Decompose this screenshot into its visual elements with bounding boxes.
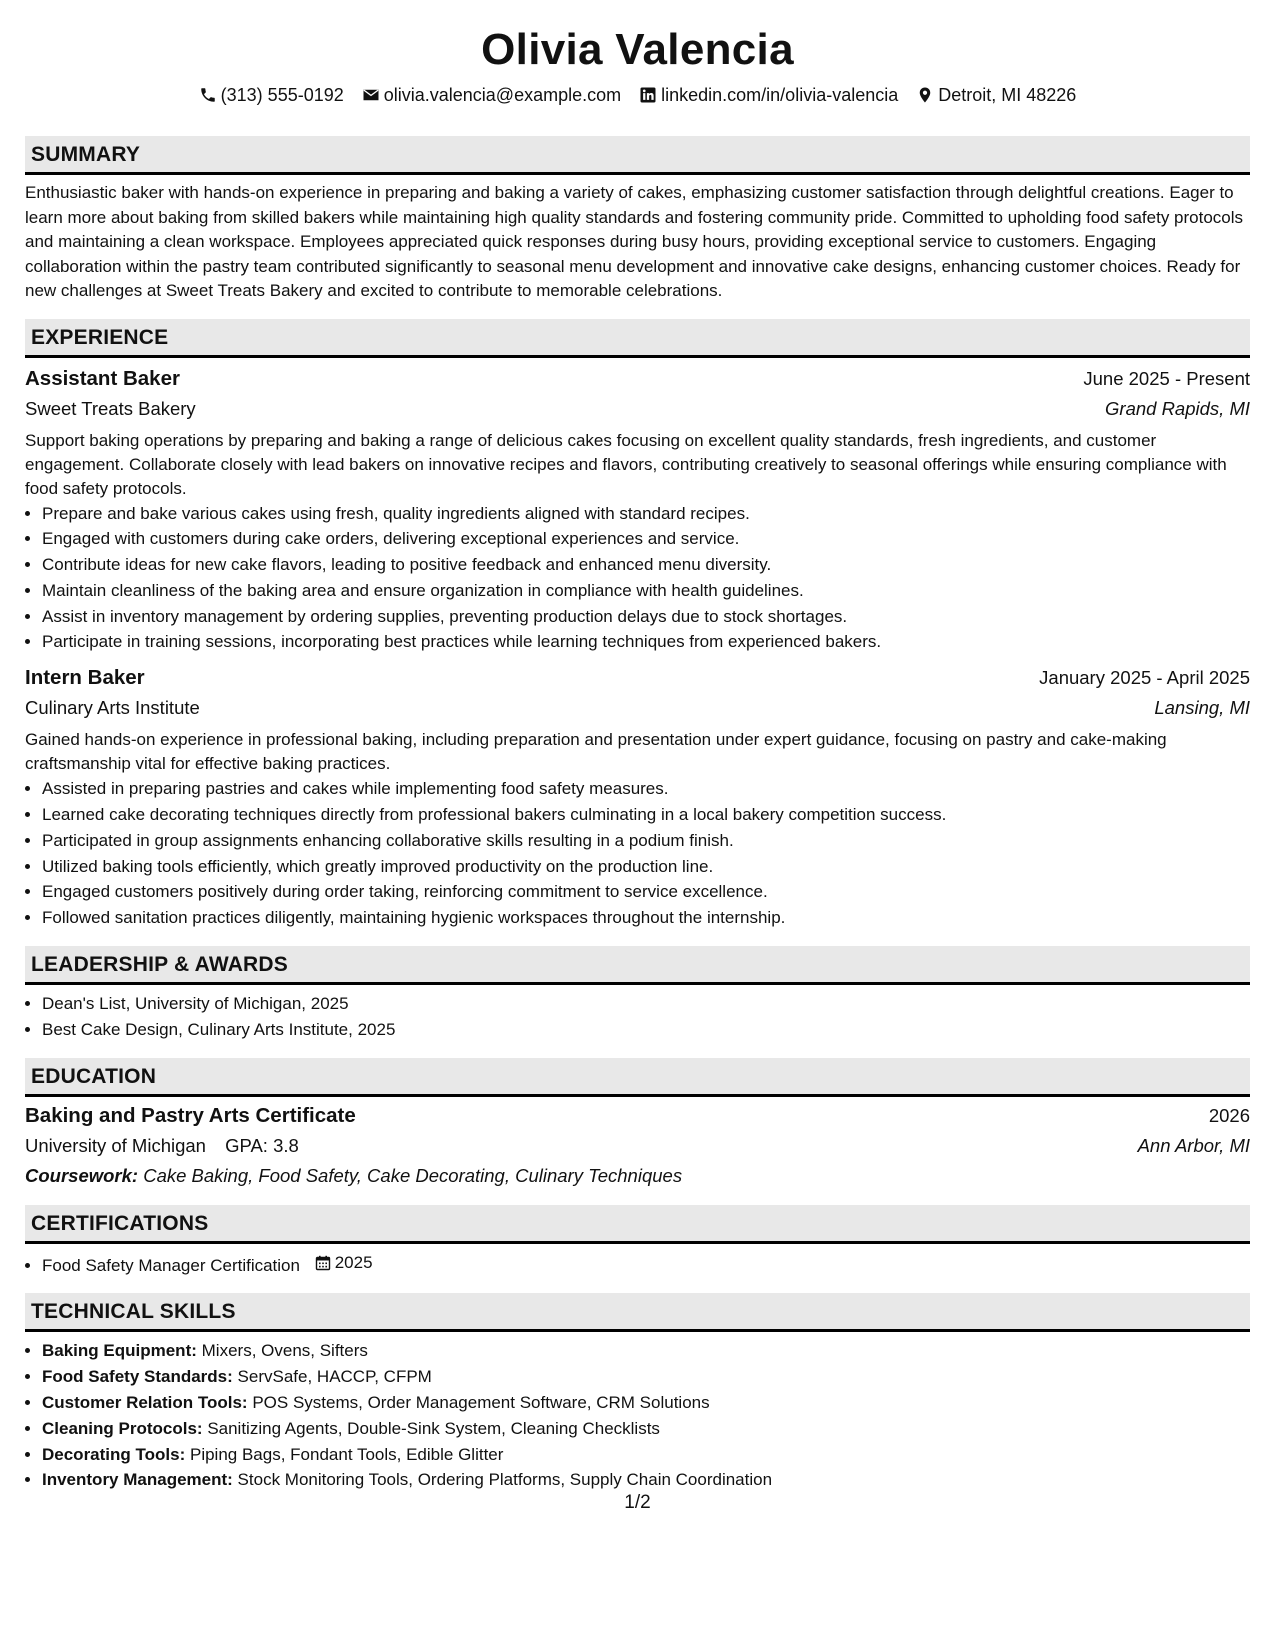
- experience-section: [25, 319, 1250, 932]
- list-item: [42, 1416, 1250, 1442]
- contact-location: [916, 82, 1076, 108]
- phone-icon: [199, 86, 217, 104]
- list-item: • Assist in inventory management by ordering supplies, preventing production delays due to stock shortages.: [42, 604, 1250, 630]
- coursework-label: Coursework:: [25, 1164, 139, 1186]
- job-dates: June 2025 - Present: [1083, 367, 1250, 389]
- skill-value: Mixers, Ovens, Sifters: [201, 1341, 368, 1361]
- skill-label: Inventory Management:: [42, 1470, 233, 1490]
- contact-email[interactable]: [362, 82, 621, 108]
- list-item: • Utilized baking tools efficiently, which greatly improved productivity on the production line.: [42, 854, 1250, 880]
- calendar-icon: [315, 1255, 331, 1271]
- list-item: [42, 1390, 1250, 1416]
- job-entry: [25, 663, 1250, 931]
- job-company: Sweet Treats Bakery: [25, 397, 196, 419]
- job-description: Gained hands-on experience in professional baking, including preparation and presentation under expert guidance, focusing on pastry and cake-making craftsmanship vital for effective baking practices.: [25, 730, 1167, 774]
- list-item: [42, 1250, 1250, 1279]
- gpa-text: GPA: 3.8: [225, 1134, 299, 1156]
- awards-section: [25, 946, 1250, 1043]
- summary-section: [25, 136, 1250, 304]
- contact-linkedin[interactable]: [639, 82, 898, 108]
- skill-value: ServSafe, HACCP, CFPM: [237, 1367, 432, 1387]
- list-item: • Assisted in preparing pastries and cakes while implementing food safety measures.: [42, 776, 1250, 802]
- list-item: [42, 1467, 1250, 1493]
- map-pin-icon: [916, 86, 934, 104]
- section-heading-skills: TECHNICAL SKILLS: [25, 1293, 1250, 1332]
- linkedin-link[interactable]: linkedin.com/in/olivia-valencia: [661, 85, 899, 105]
- envelope-icon: [362, 86, 380, 104]
- awards-list: [25, 991, 1250, 1043]
- skill-value: Stock Monitoring Tools, Ordering Platforms, Supply Chain Coordination: [237, 1470, 773, 1490]
- section-heading-experience: EXPERIENCE: [25, 319, 1250, 358]
- skill-label: Food Safety Standards:: [42, 1367, 233, 1387]
- phone-text: (313) 555-0192: [220, 85, 344, 105]
- email-link[interactable]: olivia.valencia@example.com: [383, 85, 622, 105]
- list-item: • Contribute ideas for new cake flavors, leading to positive feedback and enhanced menu diversity.: [42, 552, 1250, 578]
- certifications-section: [25, 1205, 1250, 1279]
- job-dates: January 2025 - April 2025: [1039, 667, 1250, 689]
- linkedin-icon: [639, 86, 657, 104]
- certification-year-text: 2025: [334, 1252, 373, 1272]
- certifications-list: [25, 1250, 1250, 1279]
- skill-label: Customer Relation Tools:: [42, 1392, 248, 1412]
- section-heading-certifications: CERTIFICATIONS: [25, 1205, 1250, 1244]
- summary-text: Enthusiastic baker with hands-on experience in preparing and baking a variety of cakes, emphasizing customer satisfaction through delightful creations. Eager to learn more about baking from skilled bakers while maintaining high quality standards and fostering community pride. Committed to upholding food safety protocols and maintaining a clean workspace. Employees appreciated quick responses during busy hours, providing exceptional service to customers. Engaging collaboration within the pastry team contributed significantly to seasonal menu development and innovative cake designs, enhancing customer choices. Ready for new challenges at Sweet Treats Bakery and excited to contribute to memorable celebrations.: [25, 183, 1244, 300]
- list-item: • Participated in group assignments enhancing collaborative skills resulting in a podium finish.: [42, 828, 1250, 854]
- job-bullets: [25, 501, 1250, 656]
- list-item: • Learned cake decorating techniques directly from professional bakers culminating in a local bakery competition success.: [42, 802, 1250, 828]
- contact-phone: [199, 82, 344, 108]
- degree-title: Baking and Pastry Arts Certificate: [25, 1103, 356, 1127]
- location-text: Detroit, MI 48226: [938, 85, 1077, 105]
- list-item: • Engaged customers positively during order taking, reinforcing commitment to service excellence.: [42, 879, 1250, 905]
- skill-label: Cleaning Protocols:: [42, 1418, 203, 1438]
- list-item: [42, 1364, 1250, 1390]
- skill-label: Decorating Tools:: [42, 1444, 186, 1464]
- section-heading-awards: LEADERSHIP & AWARDS: [25, 946, 1250, 985]
- job-company: Culinary Arts Institute: [25, 697, 200, 719]
- coursework: [25, 1161, 1250, 1190]
- skill-value: Sanitizing Agents, Double-Sink System, Cleaning Checklists: [207, 1418, 660, 1438]
- school-location: Ann Arbor, MI: [1137, 1134, 1250, 1156]
- skill-label: Baking Equipment:: [42, 1341, 197, 1361]
- list-item: • Followed sanitation practices diligently, maintaining hygienic workspaces throughout the internship.: [42, 905, 1250, 931]
- list-item: • Dean's List, University of Michigan, 2025: [42, 991, 1250, 1017]
- skills-list: [25, 1338, 1250, 1493]
- skill-value: POS Systems, Order Management Software, CRM Solutions: [252, 1392, 710, 1412]
- skills-section: [25, 1293, 1250, 1493]
- section-heading-education: EDUCATION: [25, 1058, 1250, 1097]
- job-description: Support baking operations by preparing and baking a range of delicious cakes focusing on excellent quality standards, fresh ingredients, and customer engagement. Collaborate closely with lead bakers on innovative recipes and flavors, contributing creatively to seasonal offerings while ensuring compliance with food safety protocols.: [25, 430, 1227, 498]
- list-item: • Participate in training sessions, incorporating best practices while learning techniques from experienced bakers.: [42, 629, 1250, 655]
- education-section: [25, 1058, 1250, 1190]
- list-item: • Prepare and bake various cakes using fresh, quality ingredients aligned with standard recipes.: [42, 501, 1250, 527]
- candidate-name: Olivia Valencia: [481, 25, 794, 74]
- contact-bar: [25, 82, 1250, 108]
- resume-page: [25, 22, 1250, 1493]
- list-item: • Best Cake Design, Culinary Arts Institute, 2025: [42, 1017, 1250, 1043]
- job-title: Intern Baker: [25, 666, 145, 690]
- skill-value: Piping Bags, Fondant Tools, Edible Glitter: [189, 1444, 504, 1464]
- job-title: Assistant Baker: [25, 366, 180, 390]
- certification-year: [315, 1250, 373, 1276]
- certification-name: Food Safety Manager Certification: [42, 1255, 300, 1275]
- job-location: Lansing, MI: [1154, 697, 1250, 719]
- section-heading-summary: SUMMARY: [25, 136, 1250, 175]
- list-item: [42, 1442, 1250, 1468]
- job-entry: [25, 364, 1250, 656]
- school-name: University of Michigan: [25, 1134, 206, 1156]
- job-bullets: [25, 776, 1250, 931]
- job-location: Grand Rapids, MI: [1105, 397, 1250, 419]
- page-number: 1/2: [624, 1492, 651, 1513]
- list-item: • Engaged with customers during cake orders, delivering exceptional experiences and service.: [42, 526, 1250, 552]
- graduation-year: 2026: [1208, 1104, 1250, 1126]
- list-item: [42, 1338, 1250, 1364]
- list-item: • Maintain cleanliness of the baking area and ensure organization in compliance with health guidelines.: [42, 578, 1250, 604]
- coursework-list: Cake Baking, Food Safety, Cake Decorating, Culinary Techniques: [143, 1164, 683, 1186]
